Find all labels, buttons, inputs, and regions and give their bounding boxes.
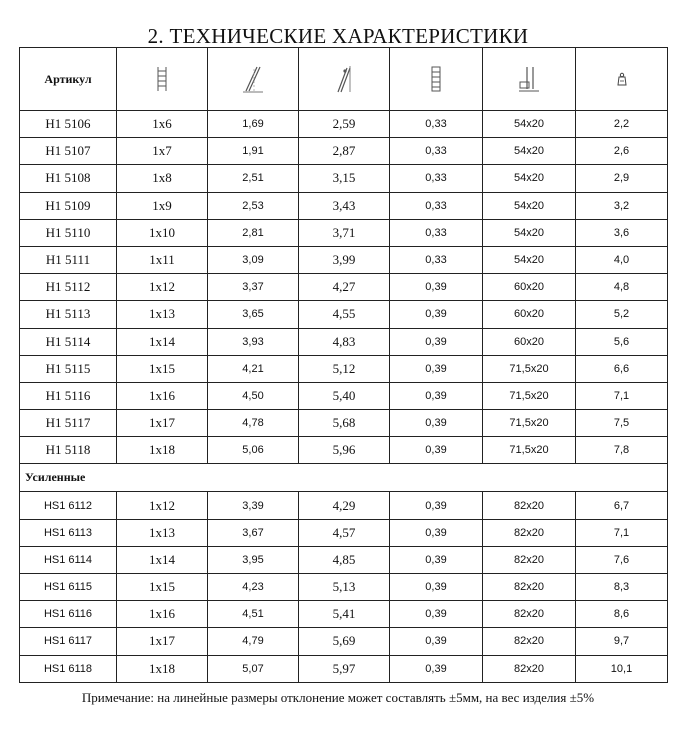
table-row <box>20 328 668 355</box>
height-cell: 3,93 <box>208 328 299 355</box>
steps-cell: 1x18 <box>117 655 208 682</box>
article-cell: H1 5116 <box>20 382 117 409</box>
article-header: Артикул <box>20 48 117 111</box>
working-height-cell: 5,97 <box>299 655 390 682</box>
weight-cell: 2,9 <box>576 165 668 192</box>
steps-cell: 1x13 <box>117 519 208 546</box>
height-cell: 1,69 <box>208 111 299 138</box>
steps-cell: 1x12 <box>117 274 208 301</box>
table-row <box>20 246 668 273</box>
profile-header <box>483 48 576 111</box>
article-cell: HS1 6115 <box>20 574 117 601</box>
article-cell: H1 5109 <box>20 192 117 219</box>
step-distance-cell: 0,39 <box>390 355 483 382</box>
working-height-cell: 4,29 <box>299 492 390 519</box>
working-height-cell: 3,43 <box>299 192 390 219</box>
steps-cell: 1x13 <box>117 301 208 328</box>
weight-cell: 4,8 <box>576 274 668 301</box>
height-cell: 4,78 <box>208 410 299 437</box>
step-distance-cell: 0,39 <box>390 601 483 628</box>
profile-cell: 54x20 <box>483 192 576 219</box>
table-row <box>20 382 668 409</box>
weight-cell: 7,6 <box>576 546 668 573</box>
step-distance-cell: 0,39 <box>390 410 483 437</box>
profile-cell: 71,5x20 <box>483 355 576 382</box>
article-cell: H1 5118 <box>20 437 117 464</box>
article-cell: H1 5113 <box>20 301 117 328</box>
working-height-cell: 5,69 <box>299 628 390 655</box>
article-cell: H1 5112 <box>20 274 117 301</box>
profile-cell: 82x20 <box>483 601 576 628</box>
working-height-cell: 5,12 <box>299 355 390 382</box>
ladder-steps-icon <box>156 66 168 92</box>
profile-cell: 71,5x20 <box>483 410 576 437</box>
steps-cell: 1x6 <box>117 111 208 138</box>
step-distance-cell: 0,39 <box>390 301 483 328</box>
weight-cell: 2,2 <box>576 111 668 138</box>
step-distance-cell: 0,39 <box>390 546 483 573</box>
profile-cell: 82x20 <box>483 492 576 519</box>
working-height-cell: 5,40 <box>299 382 390 409</box>
table-row <box>20 138 668 165</box>
step-distance-cell: 0,39 <box>390 328 483 355</box>
table-row <box>20 574 668 601</box>
reinforced-rows <box>20 492 668 682</box>
height-cell: 4,50 <box>208 382 299 409</box>
working-height-cell: 3,99 <box>299 246 390 273</box>
steps-cell: 1x16 <box>117 382 208 409</box>
table-row <box>20 165 668 192</box>
height-cell: 5,06 <box>208 437 299 464</box>
steps-cell: 1x12 <box>117 492 208 519</box>
step-distance-cell: 0,39 <box>390 628 483 655</box>
weight-cell: 8,3 <box>576 574 668 601</box>
table-row <box>20 492 668 519</box>
profile-cell: 60x20 <box>483 301 576 328</box>
weight-cell: 2,6 <box>576 138 668 165</box>
steps-cell: 1x7 <box>117 138 208 165</box>
spec-table <box>19 47 668 683</box>
step-distance-cell: 0,33 <box>390 165 483 192</box>
steps-cell: 1x14 <box>117 328 208 355</box>
table-row <box>20 546 668 573</box>
step-distance-cell: 0,39 <box>390 274 483 301</box>
ladder-leaning-height-icon <box>242 65 264 93</box>
profile-cell: 54x20 <box>483 138 576 165</box>
step-distance-header <box>390 48 483 111</box>
height-cell: 3,37 <box>208 274 299 301</box>
height-cell: 5,07 <box>208 655 299 682</box>
step-distance-cell: 0,39 <box>390 574 483 601</box>
step-distance-cell: 0,33 <box>390 246 483 273</box>
step-distance-cell: 0,39 <box>390 519 483 546</box>
steps-cell: 1x8 <box>117 165 208 192</box>
working-height-cell: 2,87 <box>299 138 390 165</box>
profile-cell: 60x20 <box>483 274 576 301</box>
working-height-cell: 3,15 <box>299 165 390 192</box>
weight-cell: 8,6 <box>576 601 668 628</box>
weight-cell: 7,5 <box>576 410 668 437</box>
profile-cell: 82x20 <box>483 628 576 655</box>
table-row <box>20 301 668 328</box>
height-cell: 2,53 <box>208 192 299 219</box>
table-row <box>20 519 668 546</box>
steps-cell: 1x10 <box>117 219 208 246</box>
working-height-cell: 4,55 <box>299 301 390 328</box>
weight-cell: 3,2 <box>576 192 668 219</box>
steps-cell: 1x15 <box>117 574 208 601</box>
height-cell: 2,51 <box>208 165 299 192</box>
profile-cell: 54x20 <box>483 165 576 192</box>
steps-cell: 1x11 <box>117 246 208 273</box>
working-height-cell: 4,85 <box>299 546 390 573</box>
weight-icon <box>616 72 628 86</box>
steps-cell: 1x15 <box>117 355 208 382</box>
reinforced-section-label: Усиленные <box>20 464 668 492</box>
profile-cell: 82x20 <box>483 655 576 682</box>
weight-cell: 6,6 <box>576 355 668 382</box>
step-distance-cell: 0,33 <box>390 111 483 138</box>
profile-cell: 82x20 <box>483 574 576 601</box>
working-height-cell: 2,59 <box>299 111 390 138</box>
weight-cell: 7,8 <box>576 437 668 464</box>
steps-cell: 1x14 <box>117 546 208 573</box>
working-height-cell: 5,13 <box>299 574 390 601</box>
profile-cell: 82x20 <box>483 546 576 573</box>
weight-cell: 5,2 <box>576 301 668 328</box>
height-cell: 4,21 <box>208 355 299 382</box>
height-cell: 3,67 <box>208 519 299 546</box>
height-cell: 4,79 <box>208 628 299 655</box>
article-cell: H1 5114 <box>20 328 117 355</box>
weight-cell: 7,1 <box>576 519 668 546</box>
steps-cell: 1x17 <box>117 410 208 437</box>
weight-cell: 7,1 <box>576 382 668 409</box>
working-height-cell: 5,96 <box>299 437 390 464</box>
table-row <box>20 111 668 138</box>
article-cell: H1 5110 <box>20 219 117 246</box>
steps-header <box>117 48 208 111</box>
profile-cell: 82x20 <box>483 519 576 546</box>
height-cell: 3,39 <box>208 492 299 519</box>
height-cell: 1,91 <box>208 138 299 165</box>
step-distance-cell: 0,39 <box>390 382 483 409</box>
working-height-cell: 4,27 <box>299 274 390 301</box>
height-cell: 2,81 <box>208 219 299 246</box>
profile-cell: 71,5x20 <box>483 437 576 464</box>
article-cell: H1 5111 <box>20 246 117 273</box>
height-cell: 4,23 <box>208 574 299 601</box>
article-cell: H1 5106 <box>20 111 117 138</box>
step-distance-cell: 0,39 <box>390 655 483 682</box>
article-cell: HS1 6112 <box>20 492 117 519</box>
working-height-cell: 5,41 <box>299 601 390 628</box>
ladder-step-distance-icon <box>430 66 442 92</box>
table-row <box>20 410 668 437</box>
weight-header <box>576 48 668 111</box>
height-cell: 4,51 <box>208 601 299 628</box>
working-height-cell: 5,68 <box>299 410 390 437</box>
weight-cell: 3,6 <box>576 219 668 246</box>
table-row <box>20 192 668 219</box>
profile-cell: 71,5x20 <box>483 382 576 409</box>
article-cell: H1 5107 <box>20 138 117 165</box>
note: Примечание: на линейные размеры отклонение может составлять ±5мм, на вес изделия ±5% <box>81 690 595 705</box>
article-cell: H1 5108 <box>20 165 117 192</box>
section-row <box>20 464 668 492</box>
height-cell: 3,09 <box>208 246 299 273</box>
weight-cell: 10,1 <box>576 655 668 682</box>
table-row <box>20 437 668 464</box>
ladder-profile-section-icon <box>518 65 540 93</box>
step-distance-cell: 0,33 <box>390 192 483 219</box>
article-cell: HS1 6113 <box>20 519 117 546</box>
table-row <box>20 655 668 682</box>
article-cell: HS1 6116 <box>20 601 117 628</box>
table-row <box>20 628 668 655</box>
table-header-row <box>20 48 668 111</box>
table-row <box>20 355 668 382</box>
height-header <box>208 48 299 111</box>
table-row <box>20 274 668 301</box>
working-height-header <box>299 48 390 111</box>
steps-cell: 1x17 <box>117 628 208 655</box>
height-cell: 3,65 <box>208 301 299 328</box>
section-title: 2. ТЕХНИЧЕСКИЕ ХАРАКТЕРИСТИКИ <box>147 24 529 48</box>
weight-cell: 4,0 <box>576 246 668 273</box>
height-cell: 3,95 <box>208 546 299 573</box>
working-height-cell: 4,57 <box>299 519 390 546</box>
table-row <box>20 219 668 246</box>
profile-cell: 54x20 <box>483 246 576 273</box>
standard-rows <box>20 111 668 464</box>
article-cell: HS1 6117 <box>20 628 117 655</box>
step-distance-cell: 0,33 <box>390 138 483 165</box>
ladder-working-height-icon <box>334 65 354 93</box>
profile-cell: 54x20 <box>483 219 576 246</box>
weight-cell: 9,7 <box>576 628 668 655</box>
working-height-cell: 4,83 <box>299 328 390 355</box>
table-row <box>20 601 668 628</box>
step-distance-cell: 0,39 <box>390 492 483 519</box>
profile-cell: 60x20 <box>483 328 576 355</box>
profile-cell: 54x20 <box>483 111 576 138</box>
weight-cell: 6,7 <box>576 492 668 519</box>
article-cell: H1 5115 <box>20 355 117 382</box>
steps-cell: 1x9 <box>117 192 208 219</box>
article-cell: HS1 6114 <box>20 546 117 573</box>
steps-cell: 1x16 <box>117 601 208 628</box>
step-distance-cell: 0,39 <box>390 437 483 464</box>
step-distance-cell: 0,33 <box>390 219 483 246</box>
steps-cell: 1x18 <box>117 437 208 464</box>
working-height-cell: 3,71 <box>299 219 390 246</box>
article-cell: H1 5117 <box>20 410 117 437</box>
article-cell: HS1 6118 <box>20 655 117 682</box>
weight-cell: 5,6 <box>576 328 668 355</box>
